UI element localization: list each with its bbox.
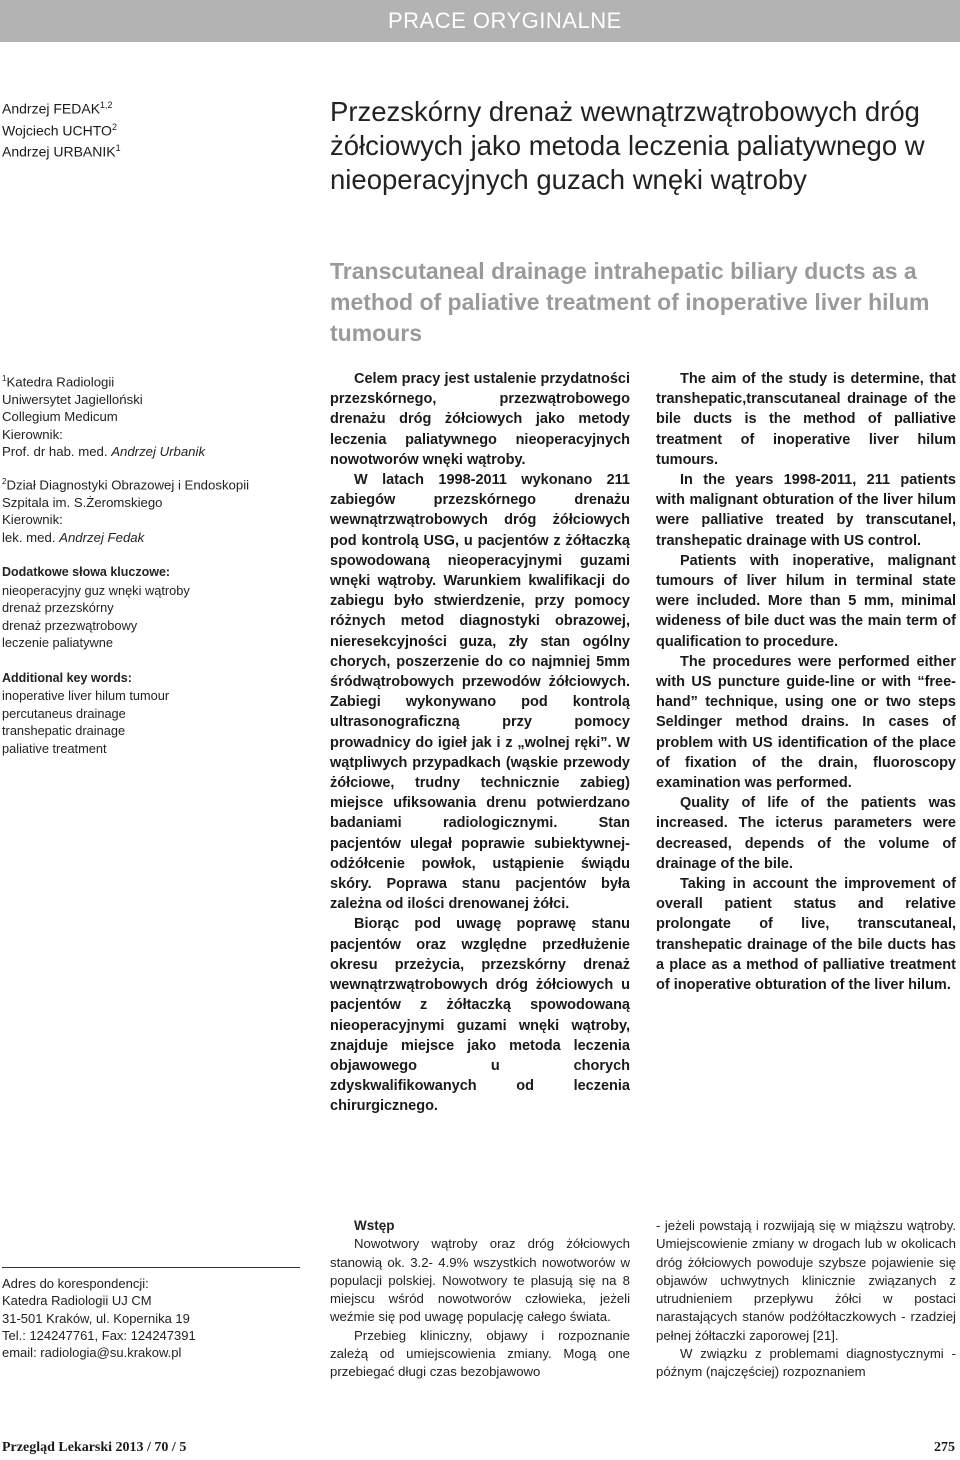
keyword: paliative treatment	[2, 740, 107, 756]
author-list	[2, 96, 121, 161]
affiliation-line: Uniwersytet Jagielloński	[2, 391, 143, 407]
affiliation-1: $^1$Katedra Radiologii	[2, 374, 115, 390]
page-number: 275	[934, 1440, 955, 1455]
correspondence-address	[2, 1275, 196, 1361]
affiliation-line: Collegium Medicum	[2, 409, 118, 425]
address-line: Adres do korespondencji:	[2, 1276, 149, 1291]
correspondence-divider	[2, 1267, 300, 1268]
body-paragraph: - jeżeli powstają i rozwijają się w miąższu wątroby. Umiejscowienie zmiany w drogach lub w okolicach dróg żółciowych powoduje szybsze pojawienie się objawów uchwytnych klinicznie związanych z utrudnieniem przepływu żółci w postaci narastających stanów podżółtaczkowych - rzadziej pełnej żółtaczki zaporowej [21].	[656, 1218, 956, 1343]
abstract-paragraph: Quality of life of the patients was increased. The icterus parameters were decreased, depends of the volume of drainage of the bile.	[656, 795, 956, 872]
abstract-polish	[330, 369, 630, 1117]
address-line: 31-501 Kraków, ul. Kopernika 19	[2, 1310, 190, 1326]
body-paragraph: Przebieg kliniczny, objawy i rozpoznanie zależą od umiejscowienia zmiany. Mogą one przebiegać długi czas bezobjawowo	[330, 1327, 630, 1380]
article-title-polish: Przezskórny drenaż wewnątrzwątrobowych dróg żółciowych jako metoda leczenia paliatywnego w nieoperacyjnych guzach wnęki wątroby	[330, 96, 925, 195]
abstract-paragraph: The procedures were performed either with US puncture guide-line or with “free-hand” technique, using one or two steps Seldinger method drains. In cases of problem with US identification of the place of fixation of the drain, fluoroscopy examination was performed.	[656, 653, 956, 792]
introduction-right-column	[656, 1217, 956, 1382]
affiliation-line: Kierownik:	[2, 426, 63, 442]
abstract-paragraph: In the years 1998-2011, 211 patients with malignant obturation of the liver hilum were palliative treated by transcutanel, transhepatic drainage with US control.	[656, 472, 956, 549]
author: Andrzej URBANIK$^1$	[2, 143, 121, 160]
abstract-paragraph: Biorąc pod uwagę poprawę stanu pacjentów oraz względne przedłużenie okresu przeżycia, przezskórny drenaż wewnątrzwątrobowych dróg żółciowych u pacjentów z żółtaczką spowodowaną nieoperacyjnymi guzami wnęki wątroby, znajduje miejsce jako metoda leczenia objawowego u chorych zdyskwalifikowanych od leczenia chirurgicznego.	[330, 916, 630, 1115]
abstract-paragraph: Celem pracy jest ustalenie przydatności przezskórnego, przezwątrobowego drenażu dróg żółciowych jako metody leczenia paliatywnego nieoperacyjnych nowotworów wnęki wątroby.	[330, 371, 630, 468]
affiliation-line: Szpitala im. S.Żeromskiego	[2, 494, 163, 510]
abstract-paragraph: Patients with inoperative, malignant tumours of liver hilum in terminal state were included. More than 5 mm, minimal wideness of bile duct was the main term of qualification to procedure.	[656, 552, 956, 650]
keyword: leczenie paliatywne	[2, 635, 113, 651]
section-banner	[0, 0, 960, 42]
article-title-english: Transcutaneal drainage intrahepatic biliary ducts as a method of paliative treatment of inoperative liver hilum tumours	[330, 258, 930, 346]
keyword: nieoperacyjny guz wnęki wątroby	[2, 582, 190, 598]
affiliation-head: Prof. dr hab. med. Andrzej Urbanik	[2, 444, 206, 460]
email-address: email: radiologia@su.krakow.pl	[2, 1345, 182, 1361]
abstract-english	[656, 369, 956, 995]
address-line: Katedra Radiologii UJ CM	[2, 1293, 152, 1309]
affiliations-and-keywords	[2, 370, 312, 757]
abstract-paragraph: W latach 1998-2011 wykonano 211 zabiegów przezskórnego drenażu wewnątrzwątrobowych dróg żółciowych pod kontrolą USG, u pacjentów z żółtaczką spowodowaną nieoperacyjnymi guzami wnęki wątroby. Warunkiem kwalifikacji do zabiegu było stwierdzenie, przy pomocy różnych metod diagnostyki obrazowej, nieresekcyjności guza, zły stan ogólny chorych, poszerzenie do co najmniej 5mm śródwątrobowych przewodów żółciowych. Zabiegi wykonywano pod kontrolą ultrasonograficzną przy pomocy prowadnicy do igieł jak i z „wolnej ręki”. W wątpliwych przypadkach (wąskie przewody żółciowe, trudny technicznie zabieg) miejsce ufiksowania drenu potwierdzano badaniami radiologicznymi. Stan pacjentów ulegał poprawie subiektywnej- odżółcenie powłok, ustąpienie świądu skóry. Poprawa stanu pacjentów była zależna od ilości drenowanej żółci.	[330, 472, 630, 913]
affiliation-head: lek. med. Andrzej Fedak	[2, 529, 145, 545]
affiliation-line: Kierownik:	[2, 512, 63, 528]
affiliation-2: $^2$Dział Diagnostyki Obrazowej i Endoskopii	[2, 476, 250, 493]
author: Andrzej FEDAK$^{1,2}$	[2, 100, 113, 117]
section-heading: Wstęp	[354, 1218, 395, 1233]
keywords-pl-heading: Dodatkowe słowa kluczowe:	[2, 565, 171, 580]
keyword: drenaż przezskórny	[2, 600, 114, 616]
keywords-en-heading: Additional key words:	[2, 670, 132, 685]
introduction-left-column	[330, 1217, 630, 1382]
keyword: percutaneus drainage	[2, 705, 126, 721]
author: Wojciech UCHTO$^2$	[2, 121, 117, 139]
abstract-paragraph: The aim of the study is determine, that transhepatic,transcutaneal drainage of the bile ducts is the method of palliative treatment of inoperative liver hilum tumours.	[656, 371, 956, 468]
keyword: drenaż przezwątrobowy	[2, 617, 138, 633]
journal-citation: Przegląd Lekarski 2013 / 70 / 5	[2, 1440, 187, 1455]
body-paragraph: W związku z problemami diagnostycznymi - późnym (najczęściej) rozpoznaniem	[656, 1346, 956, 1380]
body-paragraph: Nowotwory wątroby oraz dróg żółciowych stanowią ok. 3.2- 4.9% wszystkich nowotworów w populacji polskiej. Nowotwory te plasują się na 8 miejscu wśród nowotworów człowieka, jeżeli weźmie się pod uwagę populację całego świata.	[330, 1236, 630, 1325]
address-line: Tel.: 124247761, Fax: 124247391	[2, 1327, 196, 1343]
section-label: PRACE ORYGINALNE	[388, 8, 622, 33]
keyword: transhepatic drainage	[2, 723, 126, 739]
keyword: inoperative liver hilum tumour	[2, 688, 170, 704]
abstract-paragraph: Taking in account the improvement of overall patient status and relative prolongate of live, transcutaneal, transhepatic drainage of the bile ducts has a place as a method of palliative treatment of inoperative obturation of the liver hilum.	[656, 876, 956, 994]
